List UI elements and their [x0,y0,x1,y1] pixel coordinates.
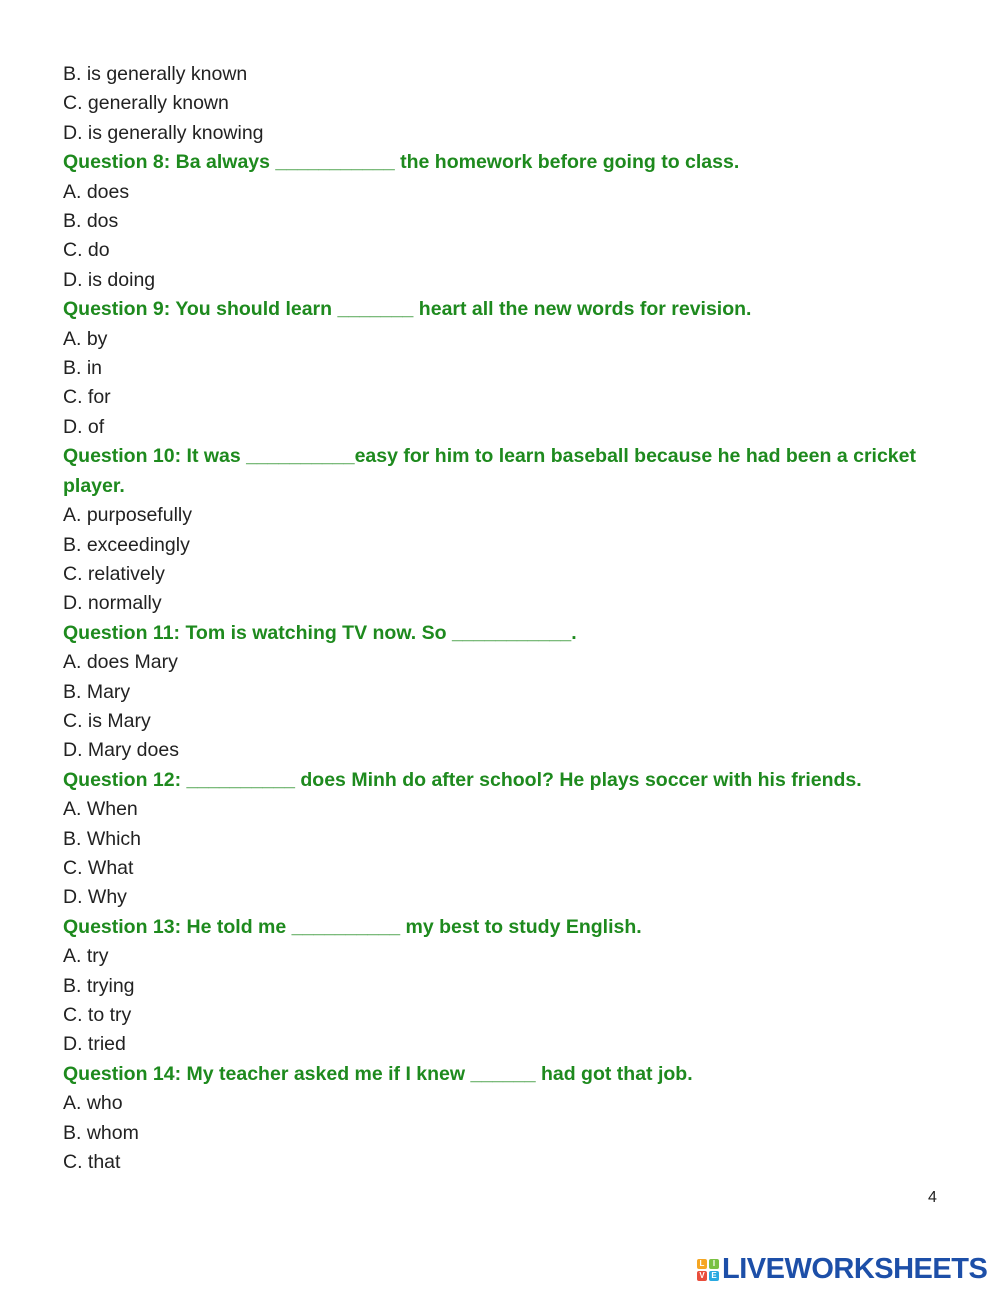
answer-option: B. dos [63,210,119,233]
answer-option: C. that [63,1151,121,1174]
answer-option: A. purposefully [63,504,192,527]
logo-tile: L [697,1259,707,1269]
liveworksheets-logo-icon [697,1259,719,1281]
answer-option: D. Mary does [63,739,179,762]
logo-tile: V [697,1271,707,1281]
answer-option: C. do [63,239,110,262]
question-text: Question 11: Tom is watching TV now. So ___________. [63,621,577,644]
question-text: Question 12: __________ does Minh do after school? He plays soccer with his friends. [63,768,862,791]
logo-tile: E [709,1271,719,1281]
answer-option: A. does Mary [63,651,178,674]
answer-option: C. relatively [63,562,165,585]
answer-option: B. is generally known [63,63,248,85]
page-number: 4 [928,1189,937,1206]
answer-option: B. Which [63,827,142,850]
answer-option: D. Why [63,886,127,909]
answer-option: B. in [63,357,103,380]
answer-option: D. is doing [63,268,156,291]
answer-option: D. of [63,415,105,438]
answer-option: D. is generally knowing [63,121,264,144]
answer-option: D. normally [63,592,162,615]
brand-name: LIVEWORKSHEETS [722,1253,988,1285]
worksheet-content [63,60,943,1177]
answer-option: A. who [63,1092,123,1115]
answer-option: B. Mary [63,680,131,703]
answer-option: A. try [63,945,109,968]
answer-option: A. When [63,798,138,821]
answer-option: C. generally known [63,92,229,115]
question-text: Question 10: It was __________easy for him to learn baseball because he had been a cricket player. [63,445,916,497]
question-text: Question 14: My teacher asked me if I knew ______ had got that job. [63,1062,693,1085]
answer-option: A. by [63,327,108,350]
answer-option: D. tried [63,1033,126,1056]
answer-option: B. exceedingly [63,533,190,556]
answer-option: A. does [63,180,130,203]
answer-option: C. for [63,386,111,409]
answer-option: C. to try [63,1004,132,1026]
question-text: Question 8: Ba always ___________ the homework before going to class. [63,151,740,174]
answer-option: C. What [63,856,134,879]
question-text: Question 13: He told me __________ my best to study English. [63,915,642,938]
answer-option: B. trying [63,974,135,997]
question-text: Question 9: You should learn _______ heart all the new words for revision. [63,298,752,321]
liveworksheets-brand [697,1253,987,1286]
logo-tile: I [709,1259,719,1269]
answer-option: C. is Mary [63,709,151,732]
answer-option: B. whom [63,1121,139,1144]
